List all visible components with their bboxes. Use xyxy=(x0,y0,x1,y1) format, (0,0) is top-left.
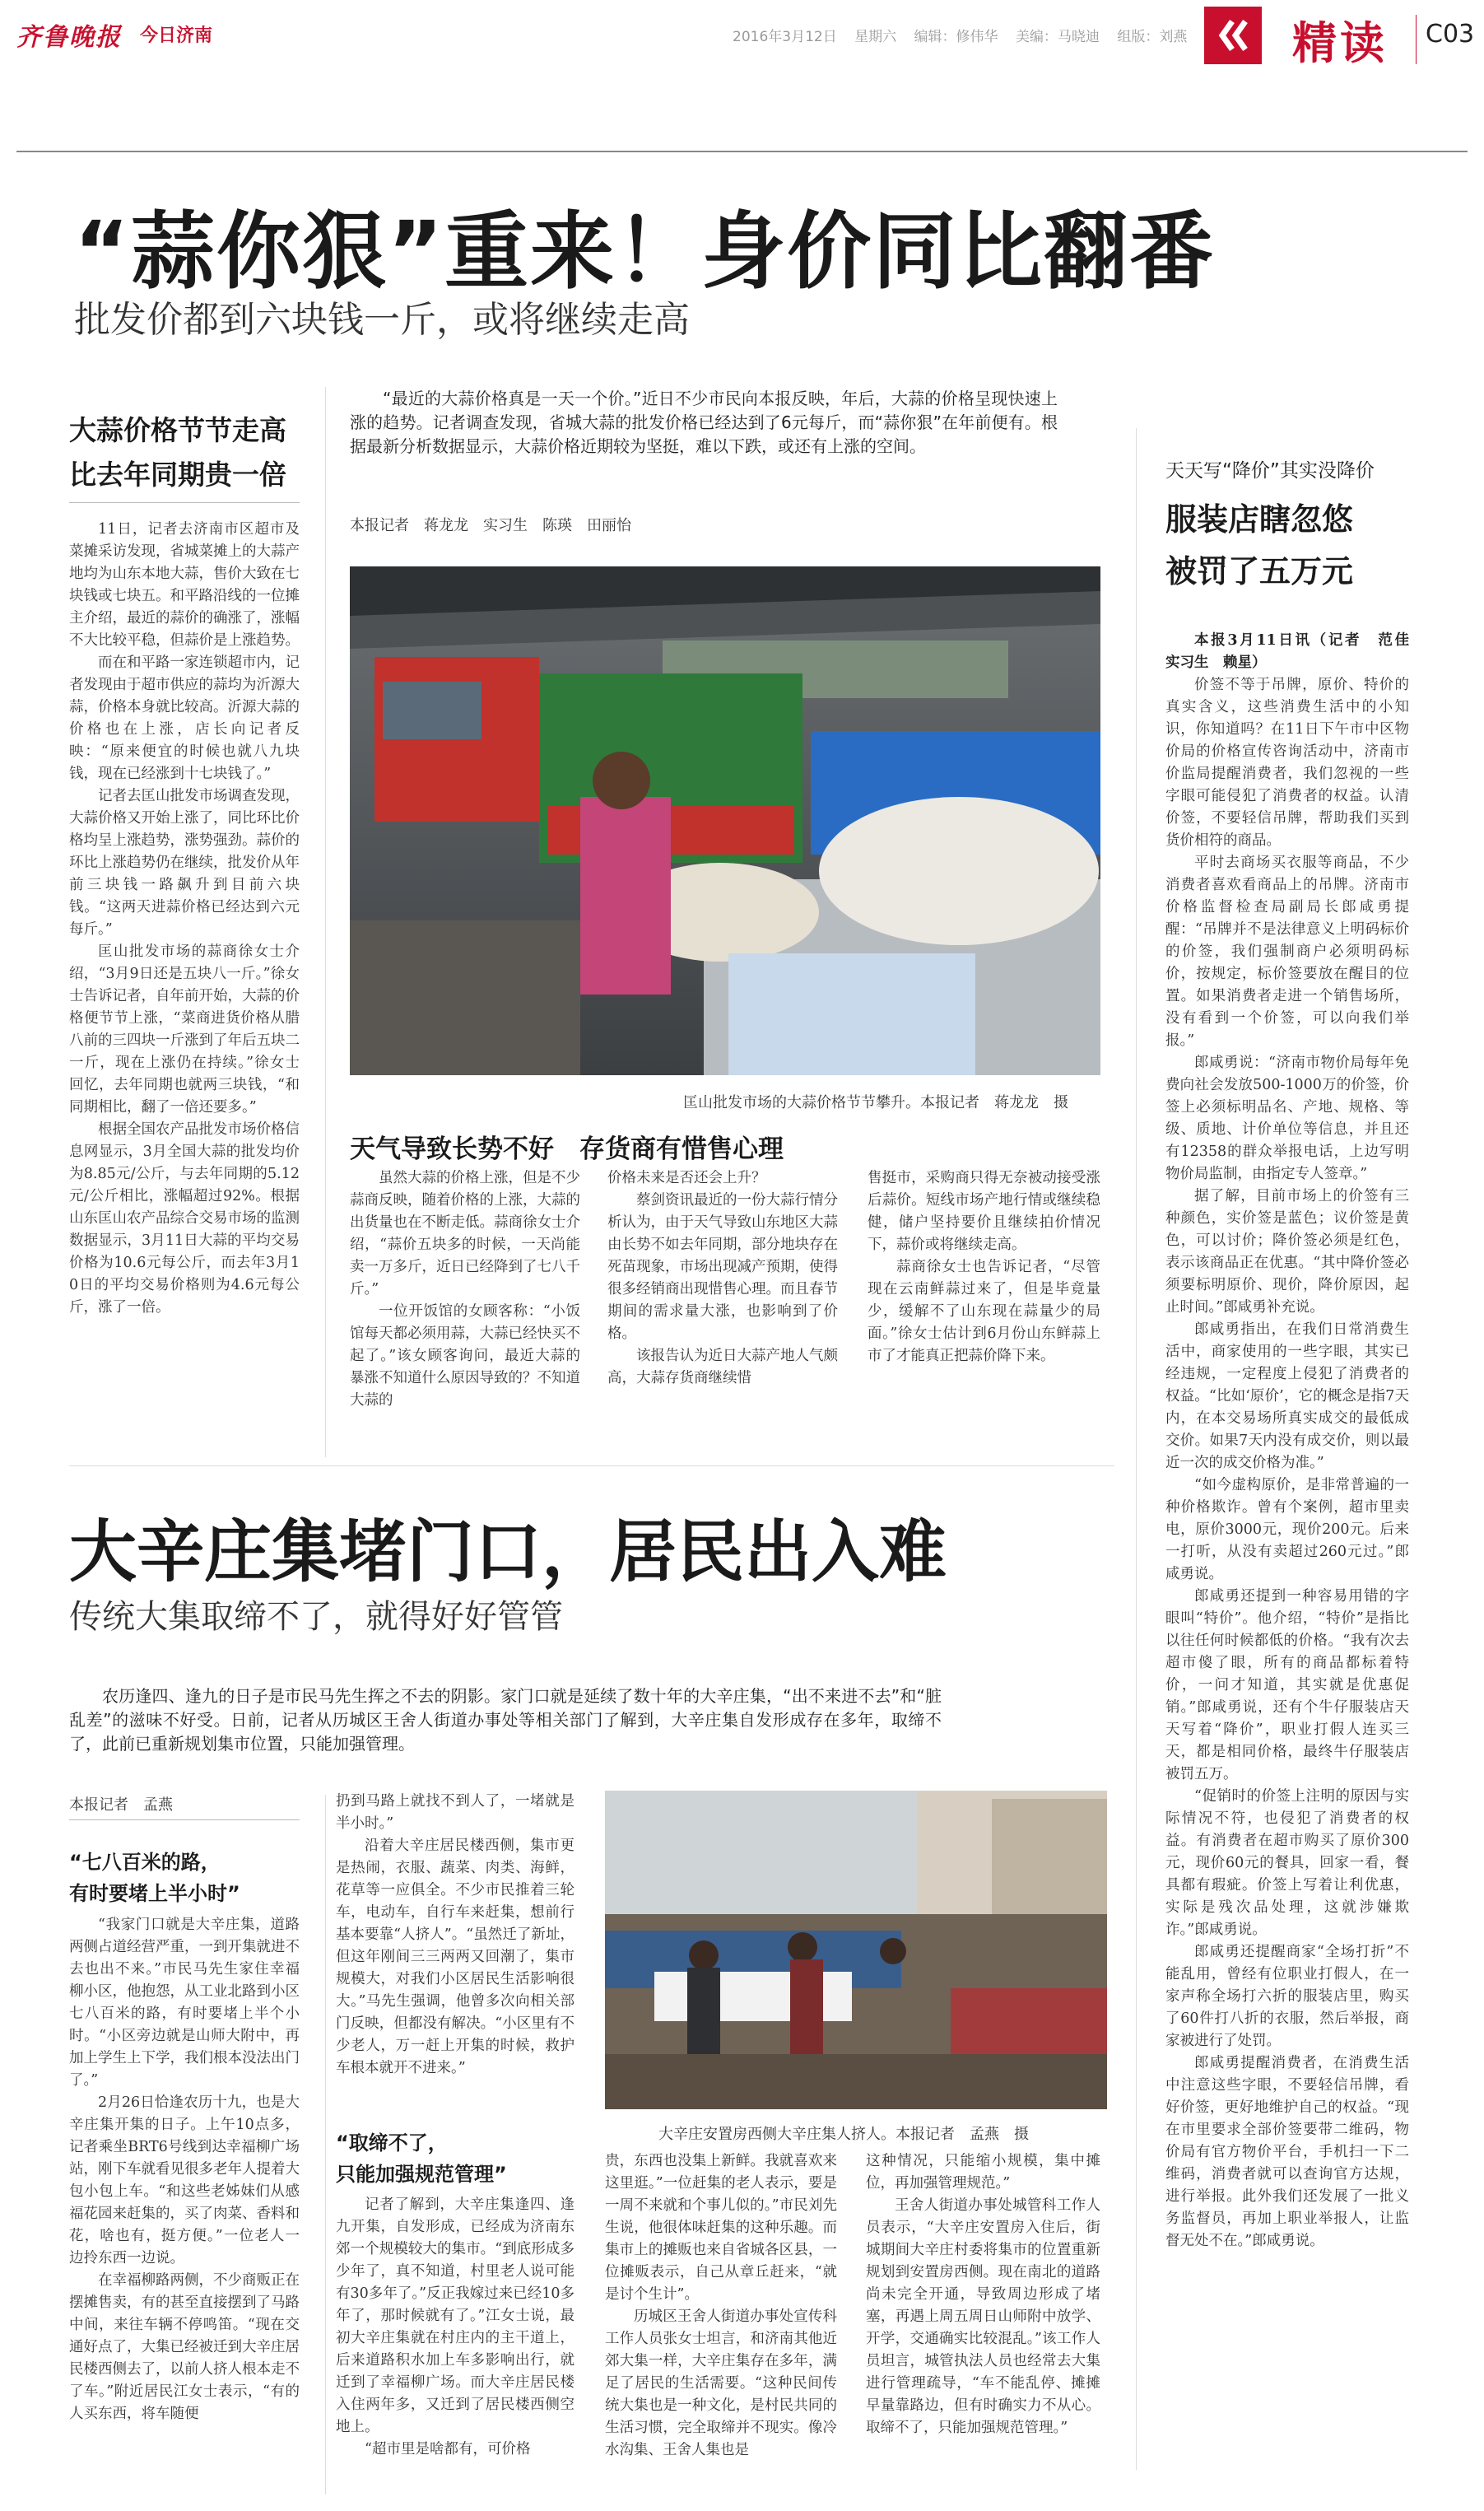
paragraph: 据了解，目前市场上的价签有三种颜色，实价签是蓝色；议价签是黄色，可以讨价；降价签必须是红色，表示该商品正在优惠。“其中降价签必须要标明原价、现价，降价原因，起止时间。”郎咸勇补充说。 xyxy=(1165,1188,1409,1316)
garlic-market-photo xyxy=(350,566,1100,1075)
paragraph: 沿着大辛庄居民楼西侧，集市更是热闹，衣服、蔬菜、肉类、海鲜，花草等一应俱全。不少市民推着三轮车，电动车，自行车来赶集，想前行基本要靠“人挤人”。“虽然迁了新址，但这年刚间三三两两又回潮了，集市规模大，对我们小区居民生活影响很大。”马先生强调，他曾多次向相关部门反映，但都没有解决。“小区里有不少老人，万一赶上开集的时候，救护车根本就开不进来。” xyxy=(336,1838,575,2076)
side-title-rule xyxy=(69,502,300,503)
designer-credit: 美编：马晓迪 xyxy=(1015,29,1100,45)
story2-column-2 xyxy=(336,1791,575,2080)
paragraph: 王舍人街道办事处城管科工作人员表示，“大辛庄安置房入住后，街城期间大辛庄村委将集市的位置重新规划到安置房西侧。现在南北的道路尚未完全开通，导致周边形成了堵塞，再遇上周五周日山师附中放学、开学，交通确实比较混乱。”该工作人员坦言，城管执法人员也经常去大集进行管理疏导，“车不能乱停、摊摊早量靠路边，但有时确实力不从心。取缔不了，只能加强规范管理。” xyxy=(866,2197,1100,2436)
story2-subtitle-a-2: 有时要堵上半小时” xyxy=(69,1882,240,1905)
header-divider xyxy=(1416,15,1417,64)
page-info xyxy=(733,25,1187,45)
paragraph: 该报告认为近日大蒜产地人气颇高，大蒜存货商继续惜 xyxy=(607,1348,838,1386)
column-badge xyxy=(1204,7,1262,64)
paragraph: 郎咸勇提醒消费者，在消费生活中注意这些字眼，不要轻信吊牌，看好价签，更好地维护自己的权益。“现在市里要求全部价签要带二维码，物价局有官方物价平台，手机扫一下二维码，消费者就可以查询官方达规，进行举报。此外我们还发展了一批义务监督员，再加上职业举报人，让监督无处不在。”郎咸勇说。 xyxy=(1165,2055,1409,2249)
story2-subtitle-b-1: “取缔不了， xyxy=(336,2131,448,2155)
paragraph: 郎咸勇说：“济南市物价局每年免费向社会发放500-1000万的价签，价签上必须标明品名、产地、规格、等级、质地、计价单位等信息，并且还有12358的群众举报电话，上边写明物价局监制，由指定专人签章。” xyxy=(1165,1055,1409,1182)
paragraph: 这种情况，只能缩小规模，集中摊位，再加强管理规范。” xyxy=(866,2153,1100,2192)
paragraph: 郎咸勇还提醒商家“全场打折”不能乱用，曾经有位职业打假人，在一家声称全场打六折的服装店里，购买了60件打八折的衣服，然后举报，商家被进行了处罚。 xyxy=(1165,1944,1409,2049)
story1-column-1 xyxy=(69,519,300,1319)
paragraph: 扔到马路上就找不到人了，一堵就是半小时。” xyxy=(336,1793,575,1832)
story2-headline: 大辛庄集堵门口，居民出入难 xyxy=(69,1513,947,1591)
story3-title-2: 被罚了五万元 xyxy=(1165,553,1354,589)
story1-byline: 本报记者 蒋龙龙 实习生 陈瑛 田丽怡 xyxy=(350,517,631,534)
paragraph: 记者去匡山批发市场调查发现，大蒜价格又开始上涨了，同比环比价格均呈上涨趋势，涨势强劲。蒜价的环比上涨趋势仍在继续，批发价从年前三块钱一路飙升到目前六块钱。“这两天进蒜价格已经达到六元每斤。” xyxy=(69,788,300,938)
story2-column-3 xyxy=(605,2150,837,2462)
story2-column-2b xyxy=(336,2194,575,2461)
story1-photo-caption: 匡山批发市场的大蒜价格节节攀升。本报记者 蒋龙龙 摄 xyxy=(683,1094,1068,1111)
paragraph: 一位开饭馆的女顾客称：“小饭馆每天都必须用蒜，大蒜已经快买不起了。”该女顾客询问，最近大蒜的暴涨不知道什么原因导致的？不知道大蒜的 xyxy=(350,1303,580,1409)
story2-column-1 xyxy=(69,1914,300,2425)
paragraph: 而在和平路一家连锁超市内，记者发现由于超市供应的蒜均为沂源大蒜，价格本身就比较高。沂源大蒜的价格也在上涨，店长向记者反映：“原来便宜的时候也就八九块钱，现在已经涨到十七块钱了。” xyxy=(69,655,300,782)
story1-column-3 xyxy=(607,1167,838,1390)
issue-date: 2016年3月12日 xyxy=(733,29,837,45)
layout-credit: 组版：刘燕 xyxy=(1117,29,1188,45)
byline-rule xyxy=(69,1819,300,1820)
story2-column-4 xyxy=(866,2150,1100,2439)
double-chevron-icon xyxy=(1204,7,1262,64)
photo-illustration xyxy=(605,1791,1107,2109)
paragraph: 价格未来是否还会上升？ xyxy=(607,1170,766,1186)
story2-subtitle-b-2: 只能加强规范管理” xyxy=(336,2163,507,2186)
story1-subtitle-2: 天气导致长势不好 存货商有惜售心理 xyxy=(350,1134,784,1164)
paragraph: 历城区王舍人街道办事处宣传科工作人员张女士坦言，和济南其他近郊大集一样，大辛庄集存在多年，满足了居民的生活需要。“这种民间传统大集也是一种文化，是村民共同的生活习惯，完全取缔并不现实。像冷水沟集、王舍人集也是 xyxy=(605,2308,837,2458)
masthead xyxy=(16,0,1475,156)
header-rule xyxy=(16,151,1468,152)
paragraph: 贵，东西也没集上新鲜。我就喜欢来这里逛。”一位赶集的老人表示，要是一周不来就和个事儿似的。”市民刘先生说，他很体味赶集的这种乐趣。而集市上的摊贩也来自省城各区县，一位摊贩表示，自己从章丘赶来，“就是讨个生计”。 xyxy=(605,2153,837,2303)
column-divider xyxy=(325,387,326,1457)
paragraph: “如今虚构原价，是非常普遍的一种价格欺诈。曾有个案例，超市里卖电，原价3000元，现价200元。后来一打听，从没有卖超过260元过。”郎咸勇说。 xyxy=(1165,1477,1409,1582)
paragraph: 根据全国农产品批发市场价格信息网显示，3月全国大蒜的批发均价为8.85元/公斤，与去年同期的5.12元/公斤相比，涨幅超过92%。根据山东匡山农产品综合交易市场的监测数据显示，3月11日大蒜的平均交易价格为10.6元每公斤，而去年3月10日的平均交易价格则为4.6元每公斤，涨了一倍。 xyxy=(69,1121,300,1316)
paragraph: 11日，记者去济南市区超市及菜摊采访发现，省城菜摊上的大蒜产地均为山东本地大蒜，售价大致在七块钱或七块五。和平路沿线的一位摊主介绍，最近的蒜价的确涨了，涨幅不大比较平稳，但蒜价是上涨趋势。 xyxy=(69,521,300,649)
column-title: 精读 xyxy=(1292,17,1388,69)
story3-body xyxy=(1165,630,1424,2252)
story3-dateline: 本报3月11日讯（记者 范佳 实习生 赖星） xyxy=(1165,632,1424,671)
section-name: 今日济南 xyxy=(140,26,213,46)
paragraph: 蒜商徐女士也告诉记者，“尽管现在云南鲜蒜过来了，但是毕竟量少，缓解不了山东现在蒜量少的局面。”徐女士估计到6月份山东鲜蒜上市了才能真正把蒜价降下来。 xyxy=(868,1259,1100,1364)
paragraph: 郎咸勇还提到一种容易用错的字眼叫“特价”。他介绍，“特价”是指比以往任何时候都低的价格。“我有次去超市傻了眼，所有的商品都标着特价，一问才知道，其实就是优惠促销。”郎咸勇说，还有个牛仔服装店天天写着“降价”，职业打假人连买三天，都是相同价格，最终牛仔服装店被罚五万。 xyxy=(1165,1588,1409,1782)
paragraph: 虽然大蒜的价格上涨，但是不少蒜商反映，随着价格的上涨，大蒜的出货量也在不断走低。蒜商徐女士介绍，“蒜价五块多的时候，一天尚能卖一万多斤，近日已经降到了七八千斤。” xyxy=(350,1170,580,1297)
paragraph: 2月26日恰逢农历十九，也是大辛庄集开集的日子。上午10点多，记者乘坐BRT6号线到达幸福柳广场站，刚下车就看见很多老年人提着大包小包上车。“和这些老姊妹们从感福花园来赶集的，买了肉菜、香料和花，啥也有，挺方便。”一位老人一边拎东西一边说。 xyxy=(69,2094,300,2266)
story2-subhead: 传统大集取缔不了，就得好好管管 xyxy=(69,1598,563,1636)
story2-byline: 本报记者 孟燕 xyxy=(69,1796,173,1814)
editor-credit: 编辑：修伟华 xyxy=(914,29,998,45)
story-separator xyxy=(69,1465,1114,1466)
paragraph: 匡山批发市场的蒜商徐女士介绍，“3月9日还是五块八一斤。”徐女士告诉记者，自年前开始，大蒜的价格便节节上涨，“菜商进货价格从腊八前的三四块一斤涨到了年后五块二一斤，现在上涨仍在持续。”徐女士回忆，去年同期也就两三块钱，“和同期相比，翻了一倍还要多。” xyxy=(69,943,300,1116)
story1-side-title-2: 比去年同期贵一倍 xyxy=(69,459,286,491)
paragraph: 在幸福柳路两侧，不少商贩正在摆摊售卖，有的甚至直接摆到了马路中间，来往车辆不停鸣笛。“现在交通好点了，大集已经被迁到大辛庄居民楼西侧去了，以前人挤人根本走不了车。”附近居民江女士表示，“有的人买东西，将车随便 xyxy=(69,2272,300,2422)
story1-side-title-1: 大蒜价格节节走高 xyxy=(69,414,286,446)
story1-column-2 xyxy=(350,1167,580,1412)
paragraph: 售挺市，采购商只得无奈被动接受涨后蒜价。短线市场产地行情或继续稳健，储户坚持要价且继续拍价情况下，蒜价或将继续走高。 xyxy=(868,1170,1100,1253)
paragraph: “我家门口就是大辛庄集，道路两侧占道经营严重，一到开集就进不去也出不来。”市民马先生家住幸福柳小区，他抱怨，从工业北路到小区七八百米的路，有时要堵上半个小时。“小区旁边就是山师大附中，再加上学生上下学，我们根本没法出门了。” xyxy=(69,1917,300,2089)
issue-weekday: 星期六 xyxy=(854,29,897,45)
paragraph: 记者了解到，大辛庄集逢四、逢九开集，自发形成，已经成为济南东郊一个规模较大的集市。“到底形成多少年了，真不知道，村里老人说可能有30多年了。”反正我嫁过来已经10多年了，那时候就有了。”江女士说，最初大辛庄集就在村庄内的主干道上，后来道路积水加上车多影响出行，就迁到了幸福柳广场。而大辛庄居民楼入住两年多，又迁到了居民楼西侧空地上。 xyxy=(336,2197,575,2435)
story3-title-1: 服装店瞎忽悠 xyxy=(1165,501,1354,538)
paragraph: 价签不等于吊牌，原价、特价的真实含义，这些消费生活中的小知识，你知道吗？在11日下午市中区物价局的价格宣传咨询活动中，济南市价监局提醒消费者，我们忽视的一些字眼可能侵犯了消费者的权益。认清价签，不要轻信吊牌，帮助我们买到货价相符的商品。 xyxy=(1165,677,1409,849)
story2-photo-caption: 大辛庄安置房西侧大辛庄集人挤人。本报记者 孟燕 摄 xyxy=(658,2126,1029,2143)
paragraph: “促销时的价签上注明的原因与实际情况不符，也侵犯了消费者的权益。有消费者在超市购买了原价300元，现价60元的餐具，回家一看，餐具都有瑕疵。价签上写着让利优惠，实际是残次品处理，这就涉嫌欺诈。”郎咸勇说。 xyxy=(1165,1788,1409,1938)
paragraph: 郎咸勇指出，在我们日常消费生活中，商家使用的一些字眼，其实已经违规，一定程度上侵犯了消费者的权益。“比如‘原价’，它的概念是指7天内，在本交易场所真实成交的最低成交价。如果7天内没有成交价，则以最近一次的成交价格为准。” xyxy=(1165,1321,1409,1471)
right-column-divider xyxy=(1136,428,1137,2470)
page-number: C03 xyxy=(1426,20,1475,49)
story1-lead: “最近的大蒜价格真是一天一个价。”近日不少市民向本报反映，年后，大蒜的价格呈现快速上涨的趋势。记者调查发现，省城大蒜的批发价格已经达到了6元每斤，而“蒜你狠”在年前便有。根据最新分析数据显示，大蒜价格近期较为坚挺，难以下跌，或还有上涨的空间。 xyxy=(350,389,1058,456)
paper-name-logo: 齐鲁晚报 xyxy=(16,23,122,52)
paragraph: 平时去商场买衣服等商品，不少消费者喜欢看商品上的吊牌。济南市价格监督检查局副局长郎咸勇提醒：“吊牌并不是法律意义上明码标价的价签，我们强制商户必须明码标价，按规定，标价签要放在醒目的位置。如果消费者走进一个销售场所，没有看到一个价签，可以向我们举报。” xyxy=(1165,855,1409,1049)
photo-illustration xyxy=(350,566,1100,1075)
story1-headline: “蒜你狠”重来！身价同比翻番 xyxy=(74,203,1216,301)
column-divider xyxy=(325,1795,326,2495)
paragraph: 蔡剑资讯最近的一份大蒜行情分析认为，由于天气导致山东地区大蒜由长势不如去年同期，部分地块存在死苗现象，市场出现减产预期，使得很多经销商出现惜售心理。而且春节期间的需求量大涨，也影响到了价格。 xyxy=(607,1192,838,1342)
story1-column-4 xyxy=(868,1167,1100,1367)
story2-subtitle-a-1: “七八百米的路， xyxy=(69,1851,221,1874)
paragraph: “超市里是啥都有，可价格 xyxy=(365,2441,531,2457)
market-crowd-photo xyxy=(605,1791,1107,2109)
story2-lead: 农历逢四、逢九的日子是市民马先生挥之不去的阴影。家门口就是延续了数十年的大辛庄集，“出不来进不去”和“脏乱差”的滋味不好受。日前，记者从历城区王舍人街道办事处等相关部门了解到，大辛庄集自发形成存在多年，取缔不了，此前已重新规划集市位置，只能加强管理。 xyxy=(69,1686,942,1754)
story1-subhead: 批发价都到六块钱一斤，或将继续走高 xyxy=(74,299,690,341)
story3-kicker: 天天写“降价”其实没降价 xyxy=(1165,460,1375,482)
